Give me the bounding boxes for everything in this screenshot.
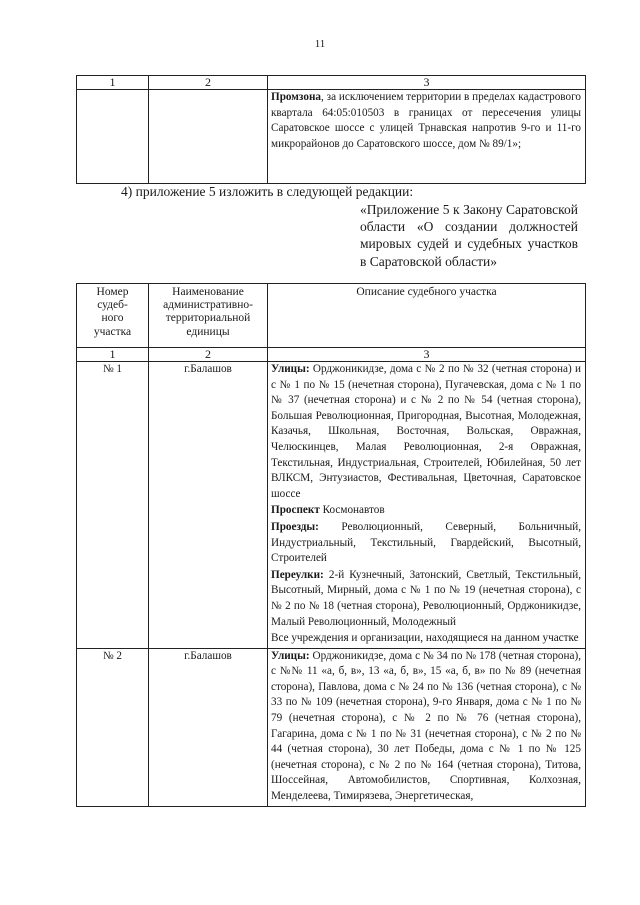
col-number-3: 3 (268, 76, 586, 90)
item-4-text: 4) приложение 5 изложить в следующей редакции: (121, 184, 414, 199)
table-row (77, 90, 586, 184)
col-number-1: 1 (77, 348, 149, 362)
district-description: Улицы: Орджоникидзе, дома с № 2 по № 32 (четная сторона) и с № 1 по № 15 (нечетная сторона), Пугачевская, дома с № 1 по № 37 (нечетная сторона) и с № 2 по № 54 (четная сторона), Большая Революционная, Пригородная, Высотная, Молодежная, Казачья, Школьная, Восточная, Вольская, Овражная, Челюскинцев, Малая Революционная, 2-я Овражная, Текстильная, Индустриальная, Строителей, Юбилейная, 50 лет ВЛКСМ, Энтузиастов, Фестивальная, Цветочная, Саратовское шоссе Проспект Космонавтов Проезды: Революционный, Северный, Больничный, Индустриальный, Текстильный, Гвардейский, Высотный, Строителей Переулки: 2-й Кузнечный, Затонский, Светлый, Текстильный, Высотный, Мирный, дома с № 1 по № 19 (нечетная сторона), с № 2 по № 18 (четная сторона), Революционный, Орджоникидзе, Малый Революционный, Молодежный Все учреждения и организации, находящиеся на данном участке (268, 362, 586, 649)
district-number: № 1 (77, 362, 149, 649)
bold-lead: Промзона (271, 91, 321, 103)
header-row (77, 284, 586, 348)
header-number: Номер судеб-ного участка (77, 284, 149, 348)
col-number-2: 2 (149, 348, 268, 362)
column-number-row (77, 348, 586, 362)
header-unit: Наименование административно-территориальной единицы (149, 284, 268, 348)
appendix-caption: «Приложение 5 к Закону Саратовской области «О создании должностей мировых судей и судебных участков в Саратовской области» (360, 202, 578, 269)
continued-table (76, 75, 586, 184)
district-unit: г.Балашов (149, 362, 268, 649)
district-description: Улицы: Орджоникидзе, дома с № 34 по № 178 (четная сторона), с №№ 11 «а, б, в», 13 «а, б, в», 15 «а, б, в» по № 89 (нечетная сторона), Павлова, дома с № 24 по № 136 (четная сторона), с № 33 по № 109 (нечетная сторона), 9-го Января, дома с № 1 по № 79 (нечетная сторона), с № 2 по № 76 (четная сторона), Гагарина, дома с № 1 по № 31 (нечетная сторона), с № 2 по № 44 (четная сторона), 30 лет Победы, дома с № 1 по № 125 (нечетная сторона), с № 2 по № 164 (четная сторона), Титова, Шоссейная, Автомобилистов, Спортивная, Колхозная, Менделеева, Тимирязева, Энергетическая, (268, 648, 586, 806)
description-text: , за исключением территории в пределах кадастрового квартала 64:05:010503 в границах от пересечения улицы Саратовское шоссе с улицей Трнавская напротив 9-го и 11-го микрорайонов до Саратовского шоссе, дом № 89/1»; (271, 91, 581, 150)
description-cell (268, 90, 586, 184)
header-description: Описание судебного участка (268, 284, 586, 348)
col-number-1: 1 (77, 76, 149, 90)
col-number-3: 3 (268, 348, 586, 362)
table-row (77, 648, 586, 806)
court-districts-table (76, 283, 586, 807)
empty-cell (149, 90, 268, 184)
district-number: № 2 (77, 648, 149, 806)
table-row (77, 362, 586, 649)
district-unit: г.Балашов (149, 648, 268, 806)
page-number: 11 (314, 38, 326, 50)
column-number-row (77, 76, 586, 90)
empty-cell (77, 90, 149, 184)
col-number-2: 2 (149, 76, 268, 90)
